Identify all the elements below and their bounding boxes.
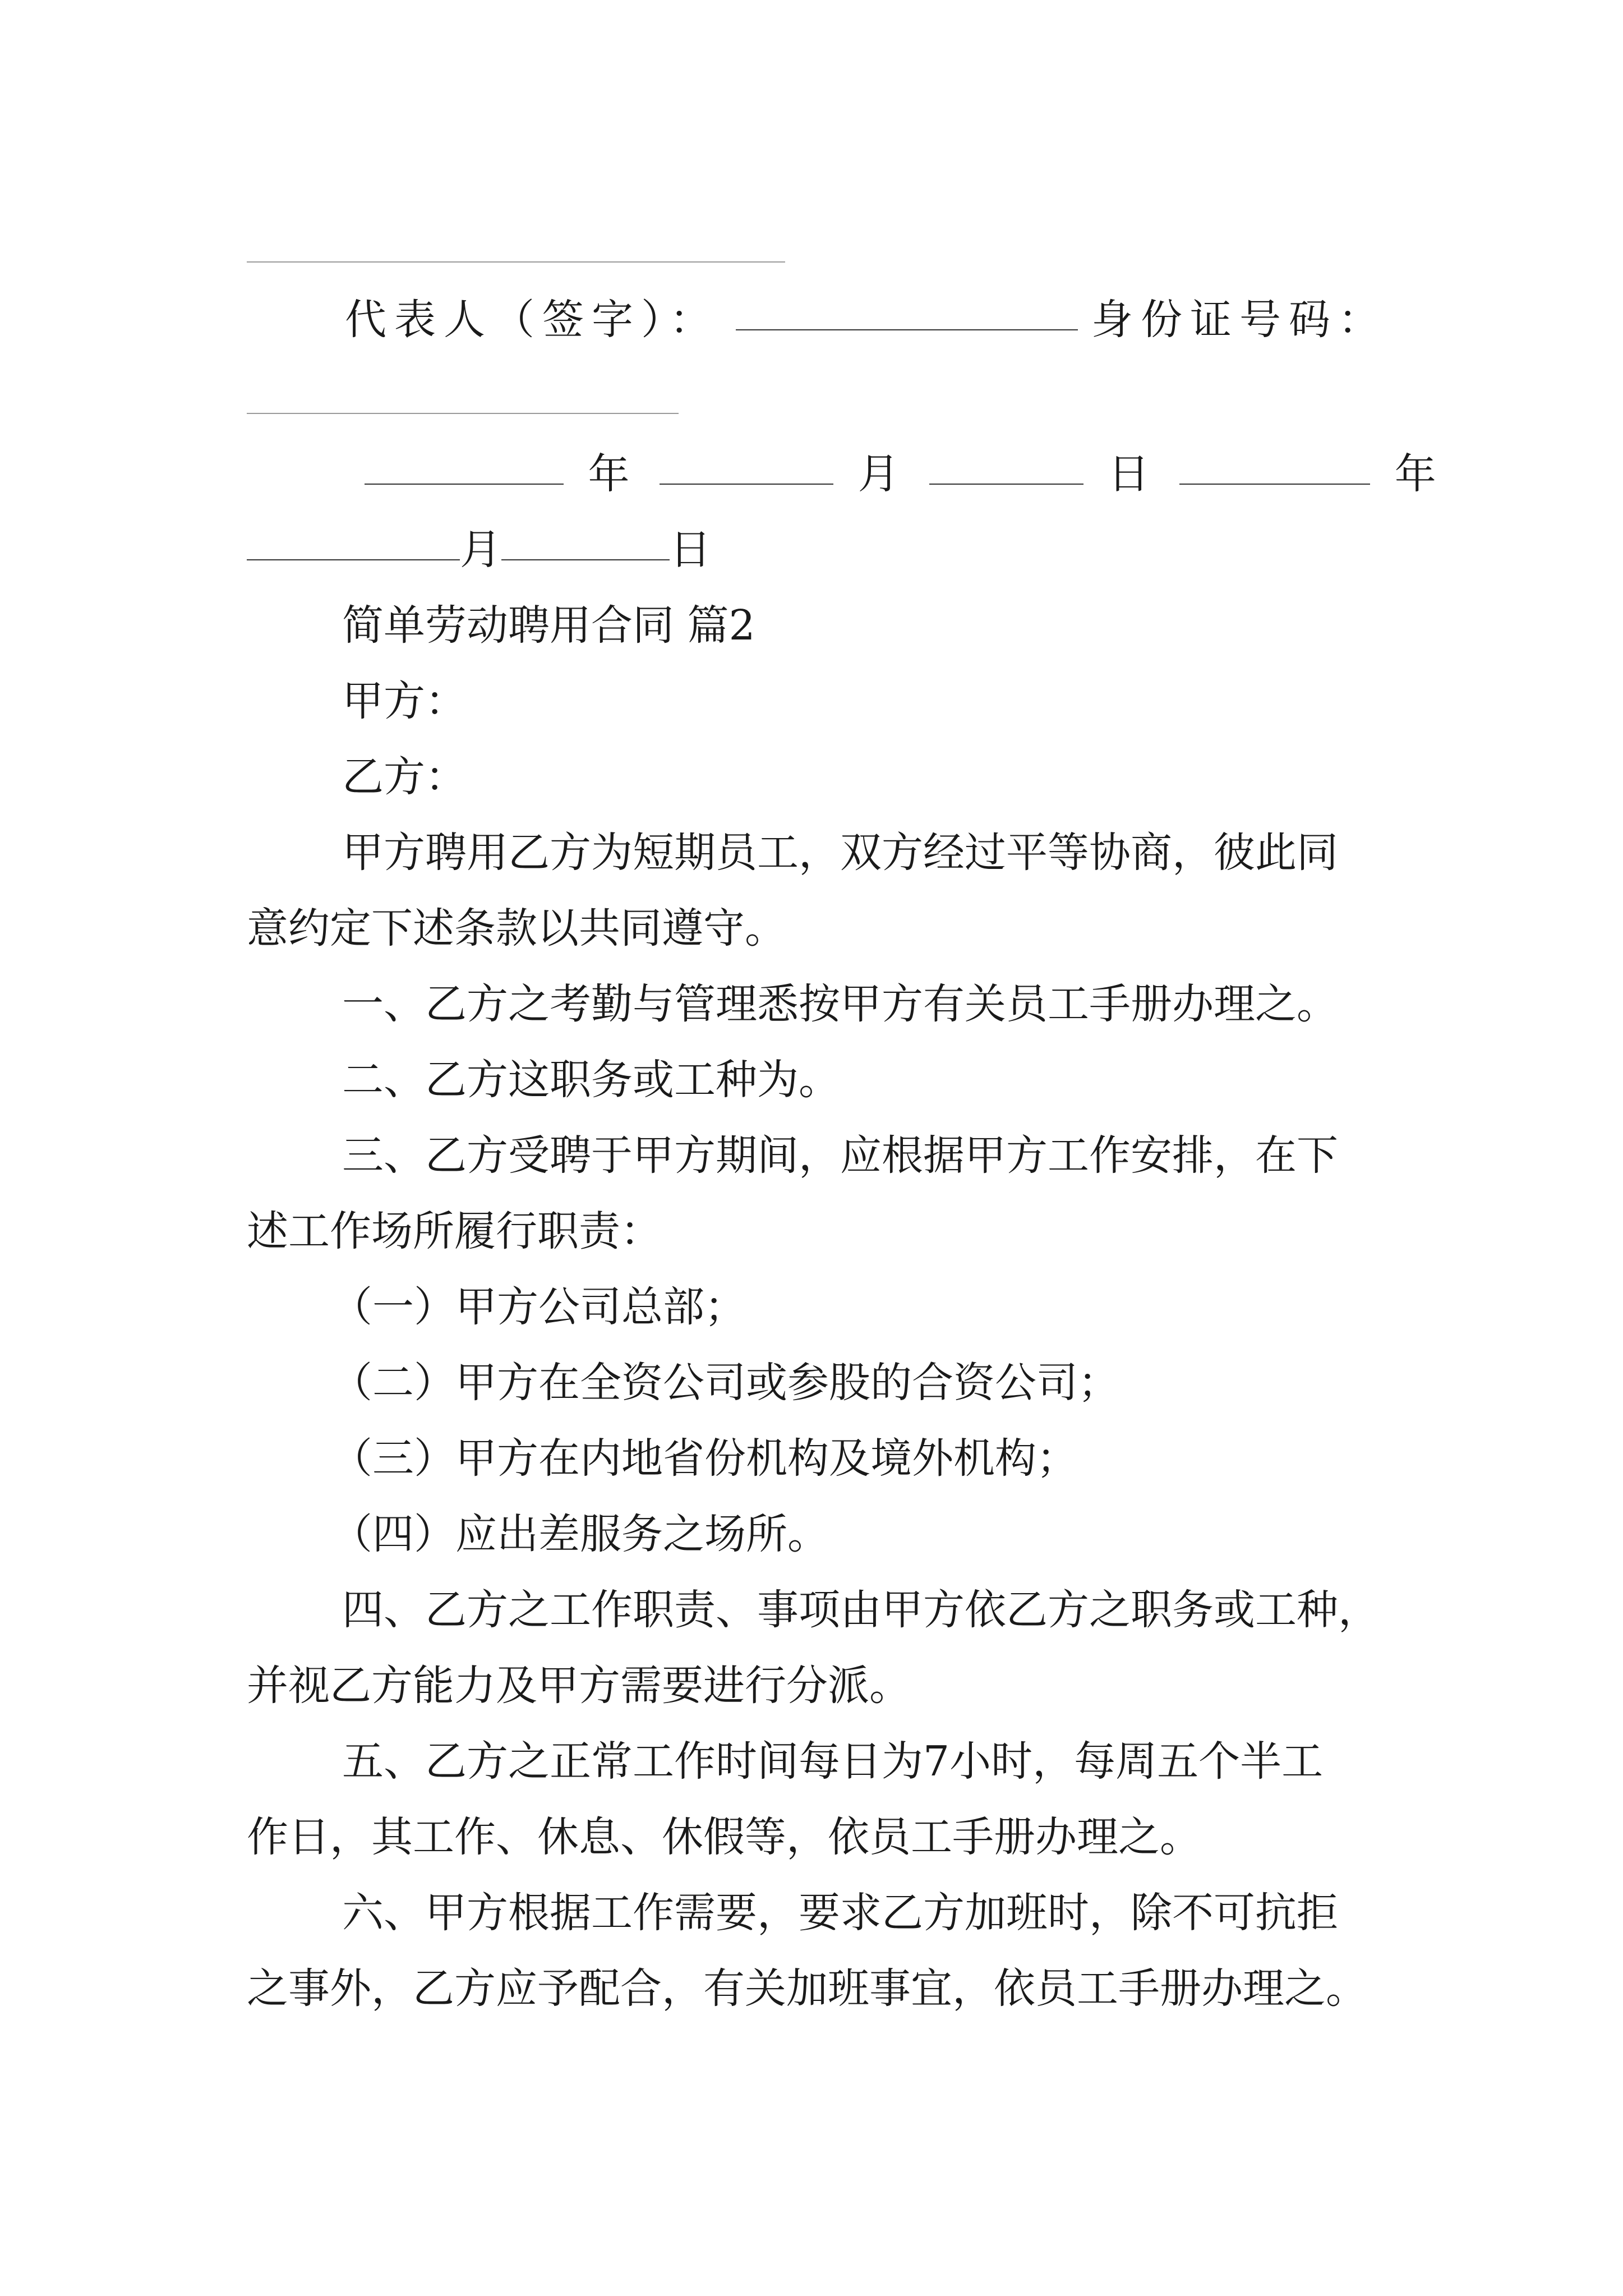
clause-6-line-1: 六、甲方根据工作需要，要求乙方加班时，除不可抗拒 [342, 1889, 1338, 1937]
party-a-label: 甲方： [342, 677, 467, 725]
clause-5-line-2: 作日，其工作、休息、休假等，依员工手册办理之。 [247, 1813, 1201, 1861]
clause-4-line-1: 四、乙方之工作职责、事项由甲方依乙方之职务或工种， [342, 1586, 1380, 1634]
clause-2: 二、乙方这职务或工种为。 [342, 1056, 840, 1104]
day-label-1: 日 [1108, 450, 1150, 498]
month-label-2: 月 [460, 526, 501, 574]
clause-3-item-2: （二）甲方在全资公司或参股的合资公司； [331, 1359, 1119, 1407]
year-label-2: 年 [1394, 450, 1436, 498]
clause-3-line-2: 述工作场所履行职责： [247, 1207, 662, 1255]
clause-6-line-2: 之事外，乙方应予配合，有关加班事宜，依员工手册办理之。 [247, 1964, 1367, 2013]
clause-3-line-1: 三、乙方受聘于甲方期间，应根据甲方工作安排，在下 [342, 1131, 1338, 1180]
day-blank-2 [501, 559, 670, 560]
clause-4-line-2: 并视乙方能力及甲方需要进行分派。 [247, 1662, 911, 1710]
clause-5-line-1: 五、乙方之正常工作时间每日为7小时，每周五个半工 [342, 1737, 1324, 1786]
id-number-line [247, 413, 679, 414]
clause-1: 一、乙方之考勤与管理悉按甲方有关员工手册办理之。 [342, 980, 1338, 1028]
day-blank-1 [929, 484, 1083, 485]
day-label-2: 日 [670, 526, 711, 574]
year-label-1: 年 [588, 450, 630, 498]
representative-row [345, 280, 1489, 359]
month-label-1: 月 [857, 450, 900, 498]
intro-line-2: 意约定下述条款以共同遵守。 [247, 904, 786, 953]
representative-label: 代表人（签字）： [345, 296, 719, 344]
representative-signature-blank [736, 329, 1078, 330]
year-blank-2 [1179, 484, 1370, 485]
clause-3-item-4: （四）应出差服务之场所。 [331, 1510, 829, 1558]
year-blank-1 [365, 484, 564, 485]
month-blank-2 [247, 559, 460, 560]
month-blank-1 [660, 484, 833, 485]
date-row-2 [247, 510, 1391, 589]
signature-line-top [247, 261, 785, 263]
clause-3-item-3: （三）甲方在内地省份机构及境外机构； [331, 1434, 1078, 1483]
party-b-label: 乙方： [342, 753, 467, 801]
date-row-1 [365, 435, 1509, 513]
intro-line-1: 甲方聘用乙方为短期员工，双方经过平等协商，彼此同 [342, 829, 1338, 877]
section-title: 简单劳动聘用合同 篇2 [342, 601, 755, 650]
clause-3-item-1: （一）甲方公司总部； [331, 1283, 746, 1331]
id-number-label: 身份证号码： [1091, 296, 1387, 344]
